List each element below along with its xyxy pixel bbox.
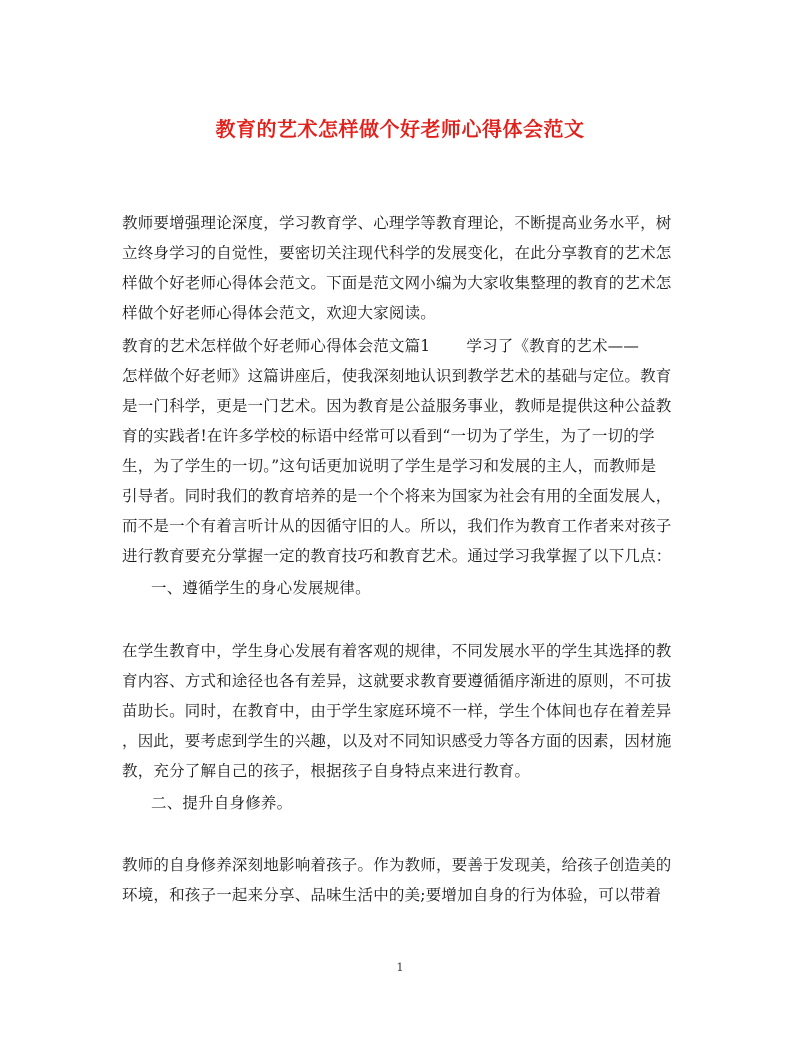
section1-line: 育内容、方式和途径也各有差异，这就要求教育要遵循循序渐进的原则，不可拔 xyxy=(122,672,672,690)
section1-line: 教，充分了解自己的孩子，根据孩子自身特点来进行教育。 xyxy=(122,762,531,780)
article-heading: 教育的艺术怎样做个好老师心得体会范文篇1 xyxy=(122,337,431,355)
article-heading-tail: 学习了《教育的艺术—— xyxy=(466,337,640,355)
article-heading-line xyxy=(122,336,639,356)
section1-heading: 一、遵循学生的身心发展规律。 xyxy=(151,579,371,597)
intro-line: 立终身学习的自觉性，要密切关注现代科学的发展变化，在此分享教育的艺术怎 xyxy=(122,244,672,262)
section1-line: 在学生教育中，学生身心发展有着客观的规律，不同发展水平的学生其选择的教 xyxy=(122,642,672,660)
article-line: 生，为了学生的一切。”这句话更加说明了学生是学习和发展的主人，而教师是 xyxy=(122,457,657,475)
intro-line: 样做个好老师心得体会范文，欢迎大家阅读。 xyxy=(122,304,437,322)
article-line: 进行教育要充分掌握一定的教育技巧和教育艺术。通过学习我掌握了以下几点： xyxy=(122,547,672,565)
section2-heading: 二、提升自身修养。 xyxy=(151,794,293,812)
section1-line: ，因此，要考虑到学生的兴趣，以及对不同知识感受力等各方面的因素，因材施 xyxy=(122,732,672,750)
article-line: 引导者。同时我们的教育培养的是一个个将来为国家为社会有用的全面发展人， xyxy=(122,487,672,505)
article-line: 是一门科学，更是一门艺术。因为教育是公益服务事业，教师是提供这种公益教 xyxy=(122,397,672,415)
section1-line: 苗助长。同时，在教育中，由于学生家庭环境不一样，学生个体间也存在着差异 xyxy=(122,702,672,720)
intro-line: 教师要增强理论深度，学习教育学、心理学等教育理论，不断提高业务水平，树 xyxy=(122,214,672,232)
article-line: 怎样做个好老师》这篇讲座后，使我深刻地认识到教学艺术的基础与定位。教育 xyxy=(122,367,672,385)
article-line: 育的实践者!在许多学校的标语中经常可以看到“一切为了学生，为了一切的学 xyxy=(122,427,655,445)
section2-line: 环境，和孩子一起来分享、品味生活中的美;要增加自身的行为体验，可以带着 xyxy=(122,886,662,904)
document-title: 教育的艺术怎样做个好老师心得体会范文 xyxy=(215,117,585,141)
intro-line: 样做个好老师心得体会范文。下面是范文网小编为大家收集整理的教育的艺术怎 xyxy=(122,274,672,292)
page-number: 1 xyxy=(396,961,404,974)
section2-line: 教师的自身修养深刻地影响着孩子。作为教师，要善于发现美，给孩子创造美的 xyxy=(122,856,672,874)
article-line: 而不是一个有着言听计从的因循守旧的人。所以，我们作为教育工作者来对孩子 xyxy=(122,517,672,535)
